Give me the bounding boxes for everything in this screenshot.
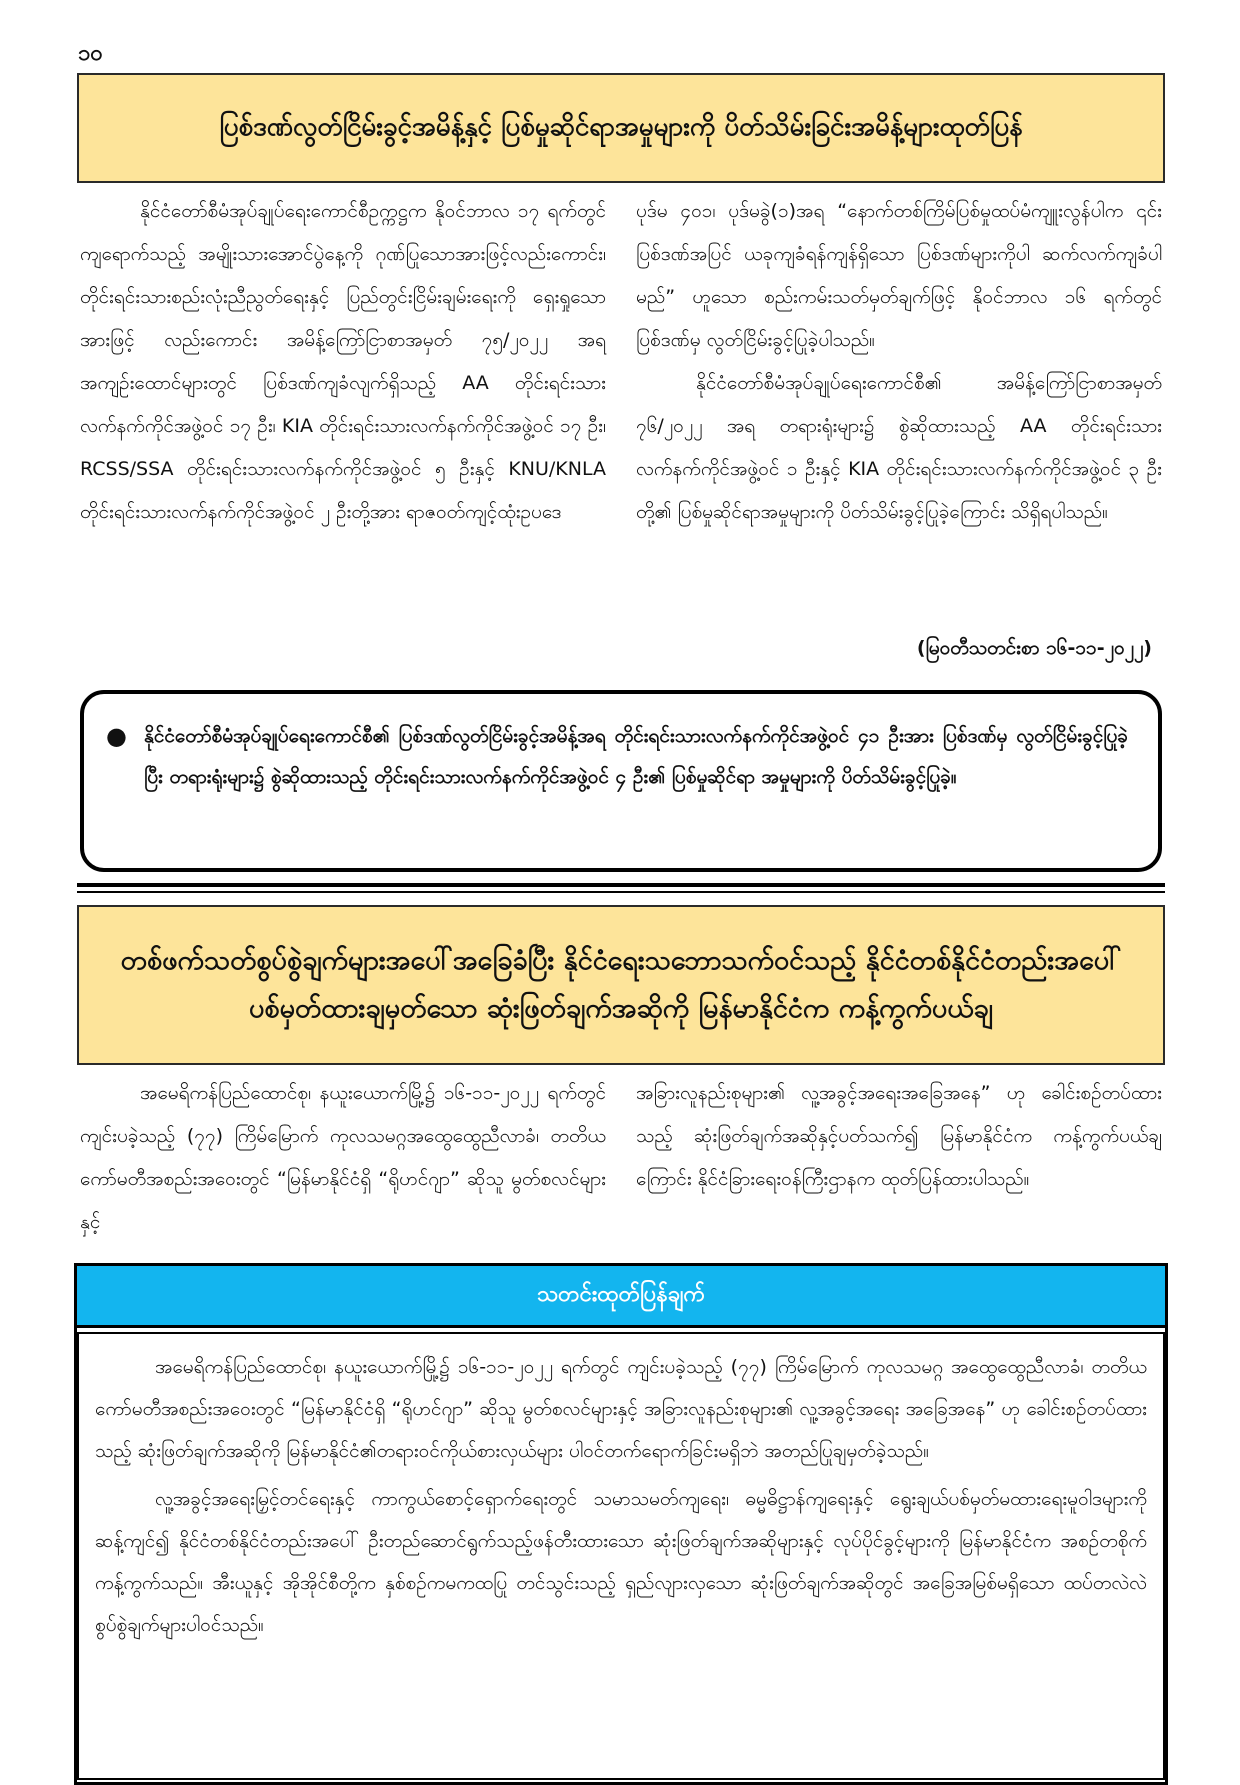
article1-col-left bbox=[80, 190, 606, 620]
article1-paragraph: နိုင်ငံတော်စီမံအုပ်ချုပ်ရေးကောင်စီဥက္ကဋ္ဌက နိုဝင်ဘာလ ၁၇ ရက်တွင် ကျရောက်သည့် အမျိုးသားအောင်ပွဲနေ့ကို ဂုဏ်ပြုသောအားဖြင့်လည်းကောင်း၊ တိုင်းရင်းသားစည်းလုံးညီညွတ်ရေးနှင့် ပြည်တွင်းငြိမ်းချမ်းရေးကို ရှေးရှုသောအားဖြင့် လည်းကောင်း အမိန့်ကြော်ငြာစာအမှတ် ၇၅/၂၀၂၂ အရ အကျဉ်းထောင်များတွင် ပြစ်ဒဏ်ကျခံလျက်ရှိသည့် AA တိုင်းရင်းသားလက်နက်ကိုင်အဖွဲ့ဝင် ၁၇ ဦး၊ KIA တိုင်းရင်းသားလက်နက်ကိုင်အဖွဲ့ဝင် ၁၇ ဦး၊ RCSS/SSA တိုင်းရင်းသားလက်နက်ကိုင်အဖွဲ့ဝင် ၅ ဦးနှင့် KNU/KNLA တိုင်းရင်းသားလက်နက်ကိုင်အဖွဲ့ဝင် ၂ ဦးတို့အား ရာဇဝတ်ကျင့်ထုံးဥပဒေ bbox=[80, 200, 606, 523]
section-divider bbox=[77, 883, 1165, 887]
article1-paragraph: ပုဒ်မ ၄၀၁၊ ပုဒ်မခွဲ(၁)အရ “နောက်တစ်ကြိမ်ပြစ်မှုထပ်မံကျူးလွန်ပါက ၎င်းပြစ်ဒဏ်အပြင် ယခုကျခံရန်ကျန်ရှိသော ပြစ်ဒဏ်များကိုပါ ဆက်လက်ကျခံပါမည်” ဟူသော စည်းကမ်းသတ်မှတ်ချက်ဖြင့် နိုဝင်ဘာလ ၁၆ ရက်တွင် ပြစ်ဒဏ်မှ လွတ်ငြိမ်းခွင့်ပြုခဲ့ပါသည်။ bbox=[636, 200, 1162, 351]
bullet-icon: ● bbox=[106, 722, 127, 750]
article1-col-right bbox=[636, 190, 1162, 620]
summary-item bbox=[106, 716, 1128, 798]
press-statement-paragraph: လူ့အခွင့်အရေးမြှင့်တင်ရေးနှင့် ကာကွယ်စောင့်ရှောက်ရေးတွင် သမာသမတ်ကျရေး၊ ဓမ္မဓိဋ္ဌာန်ကျရေးနှင့် ရွေးချယ်ပစ်မှတ်မထားရေးမူဝါဒများကို ဆန့်ကျင်၍ နိုင်ငံတစ်နိုင်ငံတည်းအပေါ် ဦးတည်ဆောင်ရွက်သည့်ဖန်တီးထားသော ဆုံးဖြတ်ချက်အဆိုများနှင့် လုပ်ပိုင်ခွင့်များကို မြန်မာနိုင်ငံက အစဉ်တစိုက်ကန့်ကွက်သည်။ အီးယူနှင့် အိုအိုင်စီတို့က နှစ်စဉ်ကမကထပြု တင်သွင်းသည့် ရှည်လျားလှသော ဆုံးဖြတ်ချက်အဆိုတွင် အခြေအမြစ်မရှိသော ထပ်တလဲလဲ စွပ်စွဲချက်များပါဝင်သည်။ bbox=[95, 1488, 1147, 1636]
page-number: ၁၀ bbox=[78, 41, 103, 66]
article2-body bbox=[80, 1072, 1162, 1252]
article2-headline: တစ်ဖက်သတ်စွပ်စွဲချက်များအပေါ်အခြေခံပြီး နိုင်ငံရေးသဘောသက်ဝင်သည့် နိုင်ငံတစ်နိုင်ငံတည်းအပေါ် ပစ်မှတ်ထားချမှတ်သော ဆုံးဖြတ်ချက်အဆိုကို မြန်မာနိုင်ငံက ကန့်ကွက်ပယ်ချ bbox=[77, 905, 1165, 1065]
article2-paragraph: အခြားလူနည်းစုများ၏ လူ့အခွင့်အရေးအခြေအနေ” ဟု ခေါင်းစဉ်တပ်ထားသည့် ဆုံးဖြတ်ချက်အဆိုနှင့်ပတ်သက်၍ မြန်မာနိုင်ငံက ကန့်ကွက်ပယ်ချကြောင်း နိုင်ငံခြားရေးဝန်ကြီးဌာနက ထုတ်ပြန်ထားပါသည်။ bbox=[636, 1082, 1162, 1190]
article2-col-right bbox=[636, 1072, 1162, 1252]
article1-source: (မြဝတီသတင်းစာ ၁၆-၁၁-၂၀၂၂) bbox=[916, 637, 1152, 659]
press-statement-body bbox=[77, 1332, 1165, 1780]
article2-col-left bbox=[80, 1072, 606, 1252]
summary-text: နိုင်ငံတော်စီမံအုပ်ချုပ်ရေးကောင်စီ၏ ပြစ်ဒဏ်လွတ်ငြိမ်းခွင့်အမိန့်အရ တိုင်းရင်းသားလက်နက်ကိုင်အဖွဲ့ဝင် ၄၁ ဦးအား ပြစ်ဒဏ်မှ လွတ်ငြိမ်းခွင့်ပြုခဲ့ပြီး တရားရုံးများ၌ စွဲဆိုထားသည့် တိုင်းရင်းသားလက်နက်ကိုင်အဖွဲ့ဝင် ၄ ဦး၏ ပြစ်မှုဆိုင်ရာ အမှုများကို ပိတ်သိမ်းခွင့်ပြုခဲ့။ bbox=[144, 725, 1128, 788]
article1-headline: ပြစ်ဒဏ်လွတ်ငြိမ်းခွင့်အမိန့်နှင့် ပြစ်မှုဆိုင်ရာအမှုများကို ပိတ်သိမ်းခြင်းအမိန့်များထုတ်ပြန် bbox=[77, 73, 1165, 183]
summary-box bbox=[80, 690, 1162, 872]
press-statement-title: သတင်းထုတ်ပြန်ချက် bbox=[77, 1266, 1165, 1328]
press-statement-box bbox=[74, 1263, 1168, 1785]
article2-paragraph: အမေရိကန်ပြည်ထောင်စု၊ နယူးယောက်မြို့၌ ၁၆-၁၁-၂၀၂၂ ရက်တွင် ကျင်းပခဲ့သည့် (၇၇) ကြိမ်မြောက် ကုလသမဂ္ဂအထွေထွေညီလာခံ၊ တတိယကော်မတီအစည်းအဝေးတွင် “မြန်မာနိုင်ငံရှိ “ရိုဟင်ဂျာ” ဆိုသူ မွတ်စလင်များနှင့် bbox=[80, 1082, 606, 1233]
section-divider bbox=[77, 891, 1165, 893]
press-statement-paragraph: အမေရိကန်ပြည်ထောင်စု၊ နယူးယောက်မြို့၌ ၁၆-၁၁-၂၀၂၂ ရက်တွင် ကျင်းပခဲ့သည့် (၇၇) ကြိမ်မြောက် ကုလသမဂ္ဂ အထွေထွေညီလာခံ၊ တတိယကော်မတီအစည်းအဝေးတွင် “မြန်မာနိုင်ငံရှိ “ရိုဟင်ဂျာ” ဆိုသူ မွတ်စလင်များနှင့် အခြားလူနည်းစုများ၏ လူ့အခွင့်အရေး အခြေအနေ” ဟု ခေါင်းစဉ်တပ်ထားသည့် ဆုံးဖြတ်ချက်အဆိုကို မြန်မာနိုင်ငံ၏တရားဝင်ကိုယ်စားလှယ်များ ပါဝင်တက်ရောက်ခြင်းမရှိဘဲ အတည်ပြုချမှတ်ခဲ့သည်။ bbox=[95, 1356, 1147, 1462]
article1-body bbox=[80, 190, 1162, 620]
article1-paragraph: နိုင်ငံတော်စီမံအုပ်ချုပ်ရေးကောင်စီ၏ အမိန့်ကြော်ငြာစာအမှတ် ၇၆/၂၀၂၂ အရ တရားရုံးများ၌ စွဲဆိုထားသည့် AA တိုင်းရင်းသားလက်နက်ကိုင်အဖွဲ့ဝင် ၁ ဦးနှင့် KIA တိုင်းရင်းသားလက်နက်ကိုင်အဖွဲ့ဝင် ၃ ဦးတို့၏ ပြစ်မှုဆိုင်ရာအမှုများကို ပိတ်သိမ်းခွင့်ပြုခဲ့ကြောင်း သိရှိရပါသည်။ bbox=[636, 372, 1162, 523]
